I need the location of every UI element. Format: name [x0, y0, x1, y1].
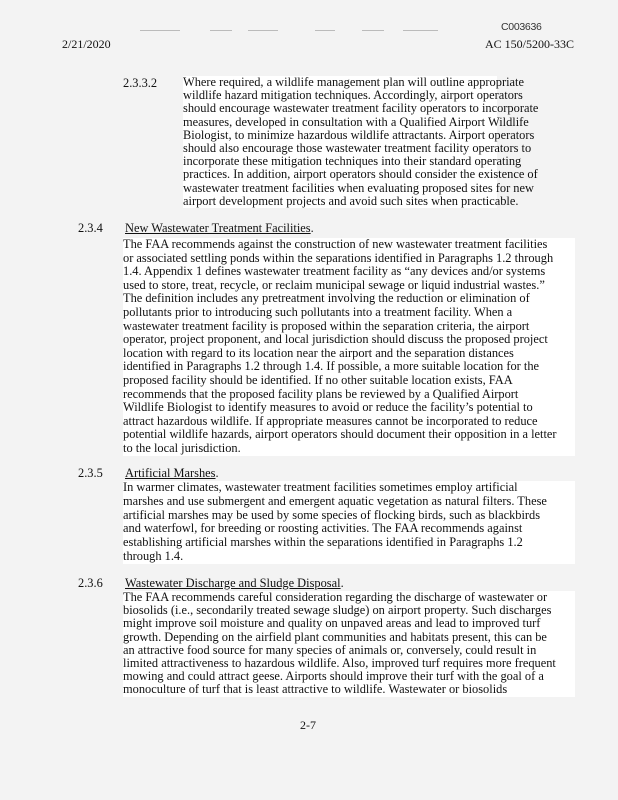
text-line: mowing and could attract geese. Airports should improve their turf with the goal of a — [123, 669, 544, 684]
text-line: incorporate these mitigation techniques into their standard operating — [183, 154, 522, 169]
text-line: growth. Depending on the airfield plant communities and habitats present, this can be — [123, 629, 547, 644]
section-number: 2.3.5 — [78, 466, 103, 480]
text-line: through 1.4. — [123, 548, 184, 563]
section-number: 2.3.6 — [78, 576, 103, 590]
page-number: 2-7 — [300, 718, 316, 732]
text-line: monoculture of turf that is least attractive to wildlife. Wastewater or biosolids — [123, 682, 508, 697]
paragraph-2-3-4 — [123, 238, 575, 456]
section-title: Wastewater Discharge and Sludge Disposal. — [125, 576, 344, 590]
text-line: The definition includes any pretreatment involving the reduction or elimination of — [123, 291, 530, 306]
text-line: an attractive food source for many species of animals or, conversely, could result in — [123, 642, 537, 657]
text-line: to the local jurisdiction. — [123, 440, 241, 455]
paragraph-2-3-6 — [123, 591, 575, 697]
text-line: Wildlife Biologist to identify measures to avoid or reduce the facility’s potential to — [123, 400, 533, 415]
text-line: and waterfowl, for breeding or roosting activities. The FAA recommends against — [123, 521, 523, 536]
text-line: The FAA recommends against the construction of new wastewater treatment facilities — [123, 237, 548, 251]
text-line: Where required, a wildlife management plan will outline appropriate — [183, 75, 524, 89]
section-title-text: New Wastewater Treatment Facilities — [125, 221, 311, 235]
section-title: New Wastewater Treatment Facilities. — [125, 221, 314, 235]
text-line: should also encourage those wastewater treatment facility operators to — [183, 141, 532, 156]
text-line: pollutants prior to introducing such pollutants into a treatment facility. When a — [123, 304, 513, 319]
text-line: establishing artificial marshes within the separations identified in Paragraphs 1.2 — [123, 535, 523, 550]
text-line: attract hazardous wildlife. If appropriate measures cannot be incorporated to reduce — [123, 413, 538, 428]
section-number: 2.3.4 — [78, 221, 103, 235]
text-line: wastewater treatment facility is proposed within the separation criteria, the airport — [123, 318, 530, 333]
scan-mark — [362, 30, 384, 31]
text-line: measures, developed in consultation with a Qualified Airport Wildlife — [183, 114, 529, 129]
text-line: marshes and use submergent and emergent aquatic vegetation as natural filters. These — [123, 493, 547, 508]
text-line: airport development projects and avoid such sites when practicable. — [183, 193, 519, 208]
section-title-text: Artificial Marshes — [125, 466, 216, 480]
text-line: wastewater treatment facilities when evaluating proposed sites for new — [183, 180, 534, 195]
section-number: 2.3.3.2 — [123, 76, 158, 90]
text-line: identified in Paragraphs 1.2 through 1.4. If possible, a more suitable location for the — [123, 359, 540, 374]
paragraph-2-3-3-2 — [183, 75, 539, 208]
text-line: used to store, treat, recycle, or reclaim municipal sewage or liquid industrial wastes.” — [123, 277, 545, 292]
text-line: wildlife hazard mitigation techniques. Accordingly, airport operators — [183, 88, 523, 103]
text-line: 1.4. Appendix 1 defines wastewater treatment facility as “any devices and/or systems — [123, 264, 546, 279]
text-line: should encourage wastewater treatment facility operators to incorporate — [183, 101, 539, 116]
section-title-text: Wastewater Discharge and Sludge Disposal — [125, 576, 341, 590]
text-line: In warmer climates, wastewater treatment facilities sometimes employ artificial — [123, 480, 518, 494]
text-line: recommends that the proposed facility plans be reviewed by a Qualified Airport — [123, 386, 519, 401]
scan-mark — [315, 30, 335, 31]
text-line: potential wildlife hazards, airport operators should document their opposition in a letter — [123, 427, 557, 442]
document-stamp: C003636 — [501, 21, 542, 33]
paragraph-2-3-5 — [123, 481, 575, 564]
text-line: or associated settling ponds within the separations identified in Paragraphs 1.2 through — [123, 250, 554, 265]
text-line: biosolids (i.e., secondarily treated sewage sludge) on airport property. Such discharges — [123, 603, 552, 618]
scan-mark — [403, 30, 438, 31]
text-line: operator, project proponent, and local jurisdiction should discuss the proposed project — [123, 332, 548, 347]
text-line: artificial marshes may be used by some species of flocking birds, such as blackbirds — [123, 507, 541, 522]
scan-mark — [140, 30, 180, 31]
text-line: practices. In addition, airport operators should consider the existence of — [183, 167, 538, 182]
text-line: limited attractiveness to hazardous wildlife. Also, improved turf requires more frequent — [123, 656, 556, 671]
scan-mark — [248, 30, 278, 31]
scan-mark — [210, 30, 232, 31]
header-doc-number: AC 150/5200-33C — [484, 37, 574, 51]
section-title: Artificial Marshes. — [125, 466, 219, 480]
text-line: might improve soil moisture and quality on unpaved areas and lead to improved turf — [123, 616, 541, 631]
text-line: The FAA recommends careful consideration regarding the discharge of wastewater or — [123, 590, 548, 604]
text-line: proposed facility should be identified. If no other suitable location exists, FAA — [123, 372, 513, 387]
text-line: Biologist, to minimize hazardous wildlife attractants. Airport operators — [183, 127, 535, 142]
text-line: location with regard to its location near the airport and the separation distances — [123, 345, 514, 360]
header-date: 2/21/2020 — [62, 37, 111, 51]
